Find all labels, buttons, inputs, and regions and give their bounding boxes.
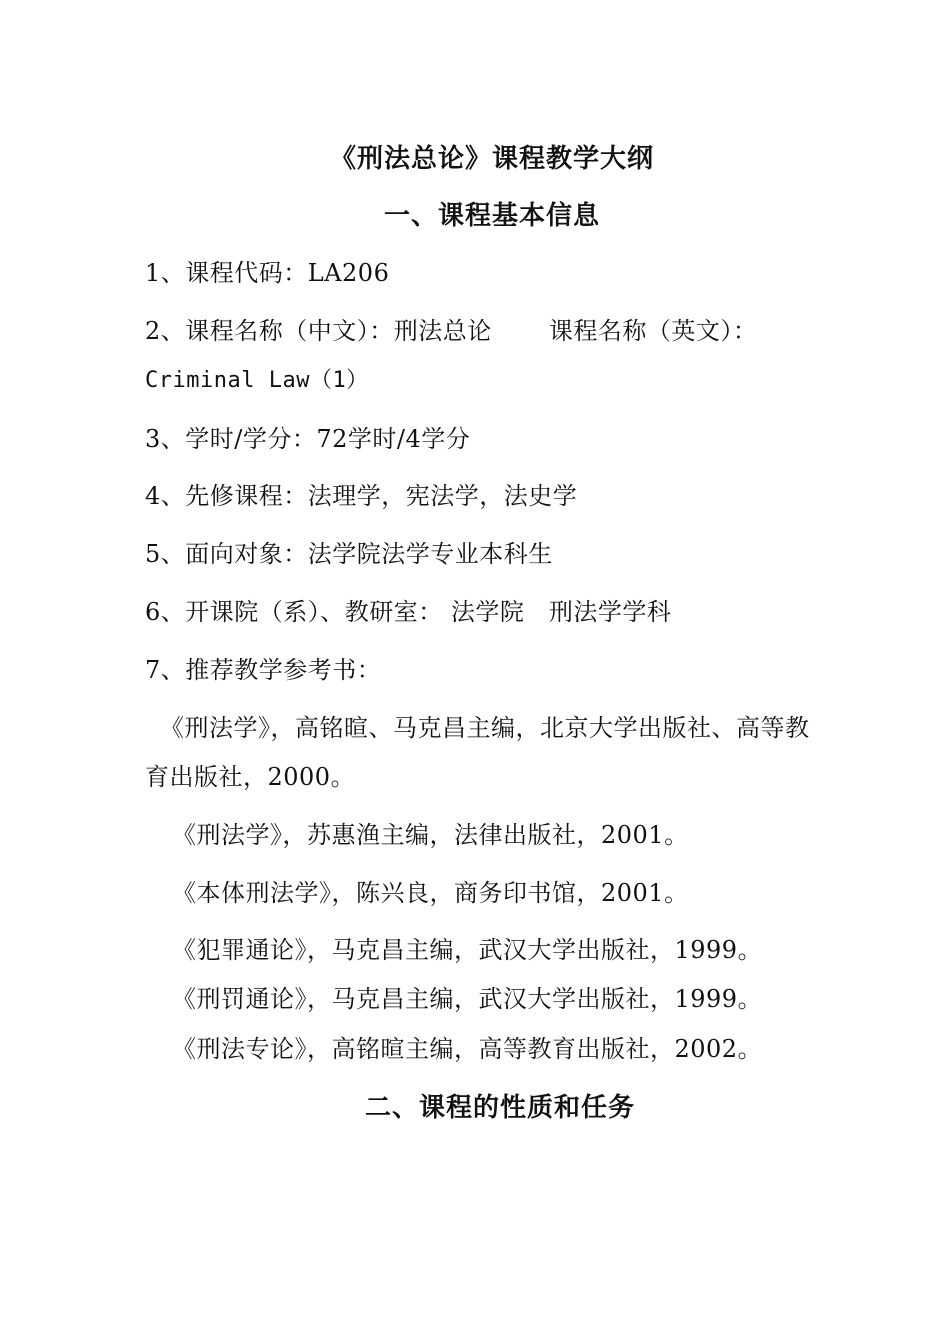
- course-name-line-1: 2、课程名称（中文）：刑法总论 课程名称（英文）：: [145, 317, 758, 345]
- reference-6: 《刑法专论》，高铭暄主编，高等教育出版社，2002。: [172, 1035, 763, 1063]
- document-title: 《刑法总论》课程教学大纲: [330, 144, 655, 174]
- course-code: 1、课程代码：LA206: [145, 259, 390, 287]
- references-label: 7、推荐教学参考书：: [145, 656, 382, 684]
- reference-3: 《本体刑法学》，陈兴良，商务印书馆，2001。: [172, 879, 689, 907]
- hours-credits: 3、学时/学分：72学时/4学分: [145, 425, 471, 453]
- reference-4: 《犯罪通论》，马克昌主编，武汉大学出版社，1999。: [172, 936, 763, 964]
- department: 6、开课院（系）、教研室： 法学院 刑法学学科: [145, 598, 672, 626]
- section-heading-nature-tasks: 二、课程的性质和任务: [365, 1093, 636, 1123]
- target-students: 5、面向对象：法学院法学专业本科生: [145, 540, 553, 568]
- course-name-line-2: Criminal Law（1）: [145, 368, 369, 393]
- reference-1-line-1: 《刑法学》，高铭暄、马克昌主编，北京大学出版社、高等教: [160, 714, 810, 742]
- reference-1-line-2: 育出版社，2000。: [145, 763, 356, 791]
- reference-5: 《刑罚通论》，马克昌主编，武汉大学出版社，1999。: [172, 985, 763, 1013]
- prerequisites: 4、先修课程：法理学，宪法学，法史学: [145, 482, 578, 510]
- section-heading-basic-info: 一、课程基本信息: [384, 201, 601, 231]
- reference-2: 《刑法学》，苏惠渔主编，法律出版社，2001。: [172, 821, 689, 849]
